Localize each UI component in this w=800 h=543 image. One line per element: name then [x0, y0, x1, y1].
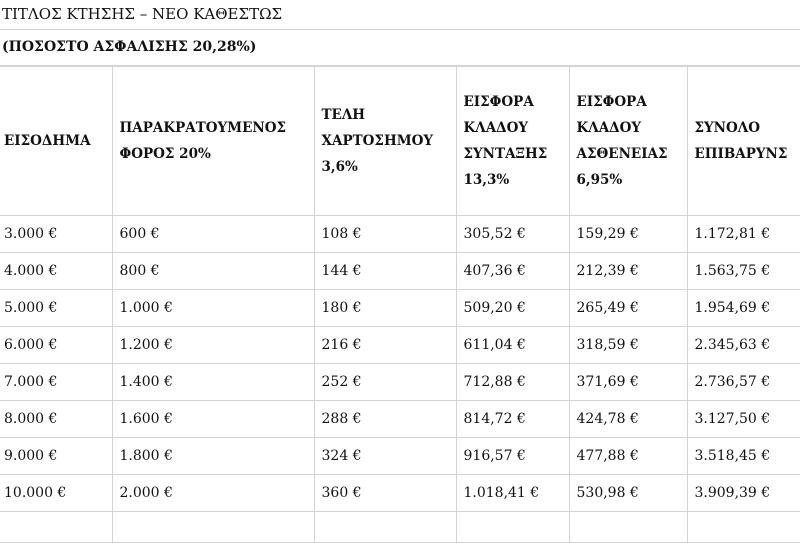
table-cell: 3.000 €: [0, 216, 112, 253]
table-subtitle: (ΠΟΣΟΣΤΟ ΑΣΦΑΛΙΣΗΣ 20,28%): [0, 30, 800, 66]
column-header-line: ΕΠΙΒΑΡΥΝΣ: [694, 146, 788, 162]
column-header-line: ΚΛΑΔΟΥ: [463, 120, 529, 136]
table-cell: 6.000 €: [0, 327, 112, 364]
table-cell: 159,29 €: [569, 216, 687, 253]
empty-row: [0, 512, 800, 543]
table-row: [0, 216, 800, 253]
table-row: [0, 327, 800, 364]
column-header-3: [456, 67, 569, 216]
table-cell: 1.172,81 €: [687, 216, 800, 253]
table-cell: 252 €: [314, 364, 456, 401]
column-header-line: ΑΣΘΕΝΕΙΑΣ: [576, 146, 668, 162]
table-cell: 712,88 €: [456, 364, 569, 401]
table-cell: 2.000 €: [112, 475, 314, 512]
table-cell: 371,69 €: [569, 364, 687, 401]
tax-table: [0, 66, 800, 543]
table-cell: 611,04 €: [456, 327, 569, 364]
table-cell: 8.000 €: [0, 401, 112, 438]
table-cell: 324 €: [314, 438, 456, 475]
table-cell: 509,20 €: [456, 290, 569, 327]
column-header-line: ΤΕΛΗ: [321, 107, 366, 123]
table-cell: 407,36 €: [456, 253, 569, 290]
table-cell: 360 €: [314, 475, 456, 512]
table-cell: 265,49 €: [569, 290, 687, 327]
table-cell: 1.018,41 €: [456, 475, 569, 512]
table-cell: 4.000 €: [0, 253, 112, 290]
table-cell: 305,52 €: [456, 216, 569, 253]
column-header-line: ΕΙΣΟΔΗΜΑ: [4, 133, 91, 149]
table-row: [0, 401, 800, 438]
table-cell: 5.000 €: [0, 290, 112, 327]
column-header-line: ΕΙΣΦΟΡΑ: [463, 94, 534, 110]
column-header-line: ΧΑΡΤΟΣΗΜΟΥ: [321, 133, 434, 149]
table-cell: 3.518,45 €: [687, 438, 800, 475]
table-cell: 477,88 €: [569, 438, 687, 475]
column-header-1: [112, 67, 314, 216]
table-cell: 2.345,63 €: [687, 327, 800, 364]
table-cell: 424,78 €: [569, 401, 687, 438]
table-cell: 180 €: [314, 290, 456, 327]
table-row: [0, 364, 800, 401]
table-cell: 10.000 €: [0, 475, 112, 512]
table-body: [0, 216, 800, 512]
table-cell: 3.127,50 €: [687, 401, 800, 438]
table-row: [0, 290, 800, 327]
table-cell: 288 €: [314, 401, 456, 438]
table-cell: 1.563,75 €: [687, 253, 800, 290]
table-row: [0, 475, 800, 512]
table-cell: 530,98 €: [569, 475, 687, 512]
table-title: ΤΙΤΛΟΣ ΚΤΗΣΗΣ – ΝΕΟ ΚΑΘΕΣΤΩΣ: [0, 0, 800, 30]
table-cell: 7.000 €: [0, 364, 112, 401]
table-cell: 916,57 €: [456, 438, 569, 475]
table-cell: 800 €: [112, 253, 314, 290]
table-cell: 1.200 €: [112, 327, 314, 364]
table-cell: 1.000 €: [112, 290, 314, 327]
column-header-0: [0, 67, 112, 216]
column-header-line: 6,95%: [576, 172, 623, 188]
column-header-line: ΦΟΡΟΣ 20%: [119, 146, 211, 162]
table-cell: 1.954,69 €: [687, 290, 800, 327]
table-cell: 108 €: [314, 216, 456, 253]
table-cell: 144 €: [314, 253, 456, 290]
table-cell: 600 €: [112, 216, 314, 253]
table-row: [0, 438, 800, 475]
table-cell: 216 €: [314, 327, 456, 364]
header-row: [0, 67, 800, 216]
column-header-line: ΚΛΑΔΟΥ: [576, 120, 642, 136]
table-cell: 814,72 €: [456, 401, 569, 438]
column-header-line: 3,6%: [321, 159, 358, 175]
column-header-5: [687, 67, 800, 216]
table-cell: 2.736,57 €: [687, 364, 800, 401]
table-cell: 9.000 €: [0, 438, 112, 475]
table-cell: 212,39 €: [569, 253, 687, 290]
table-row: [0, 253, 800, 290]
table-cell: 3.909,39 €: [687, 475, 800, 512]
column-header-line: ΣΥΝΤΑΞΗΣ: [463, 146, 548, 162]
column-header-line: ΕΙΣΦΟΡΑ: [576, 94, 647, 110]
table-cell: 1.400 €: [112, 364, 314, 401]
table-cell: 1.800 €: [112, 438, 314, 475]
column-header-line: ΠΑΡΑΚΡΑΤΟΥΜΕΝΟΣ: [119, 120, 287, 136]
table-cell: 1.600 €: [112, 401, 314, 438]
column-header-line: ΣΥΝΟΛΟ: [694, 120, 761, 136]
table-cell: 318,59 €: [569, 327, 687, 364]
column-header-line: 13,3%: [463, 172, 510, 188]
column-header-4: [569, 67, 687, 216]
column-header-2: [314, 67, 456, 216]
